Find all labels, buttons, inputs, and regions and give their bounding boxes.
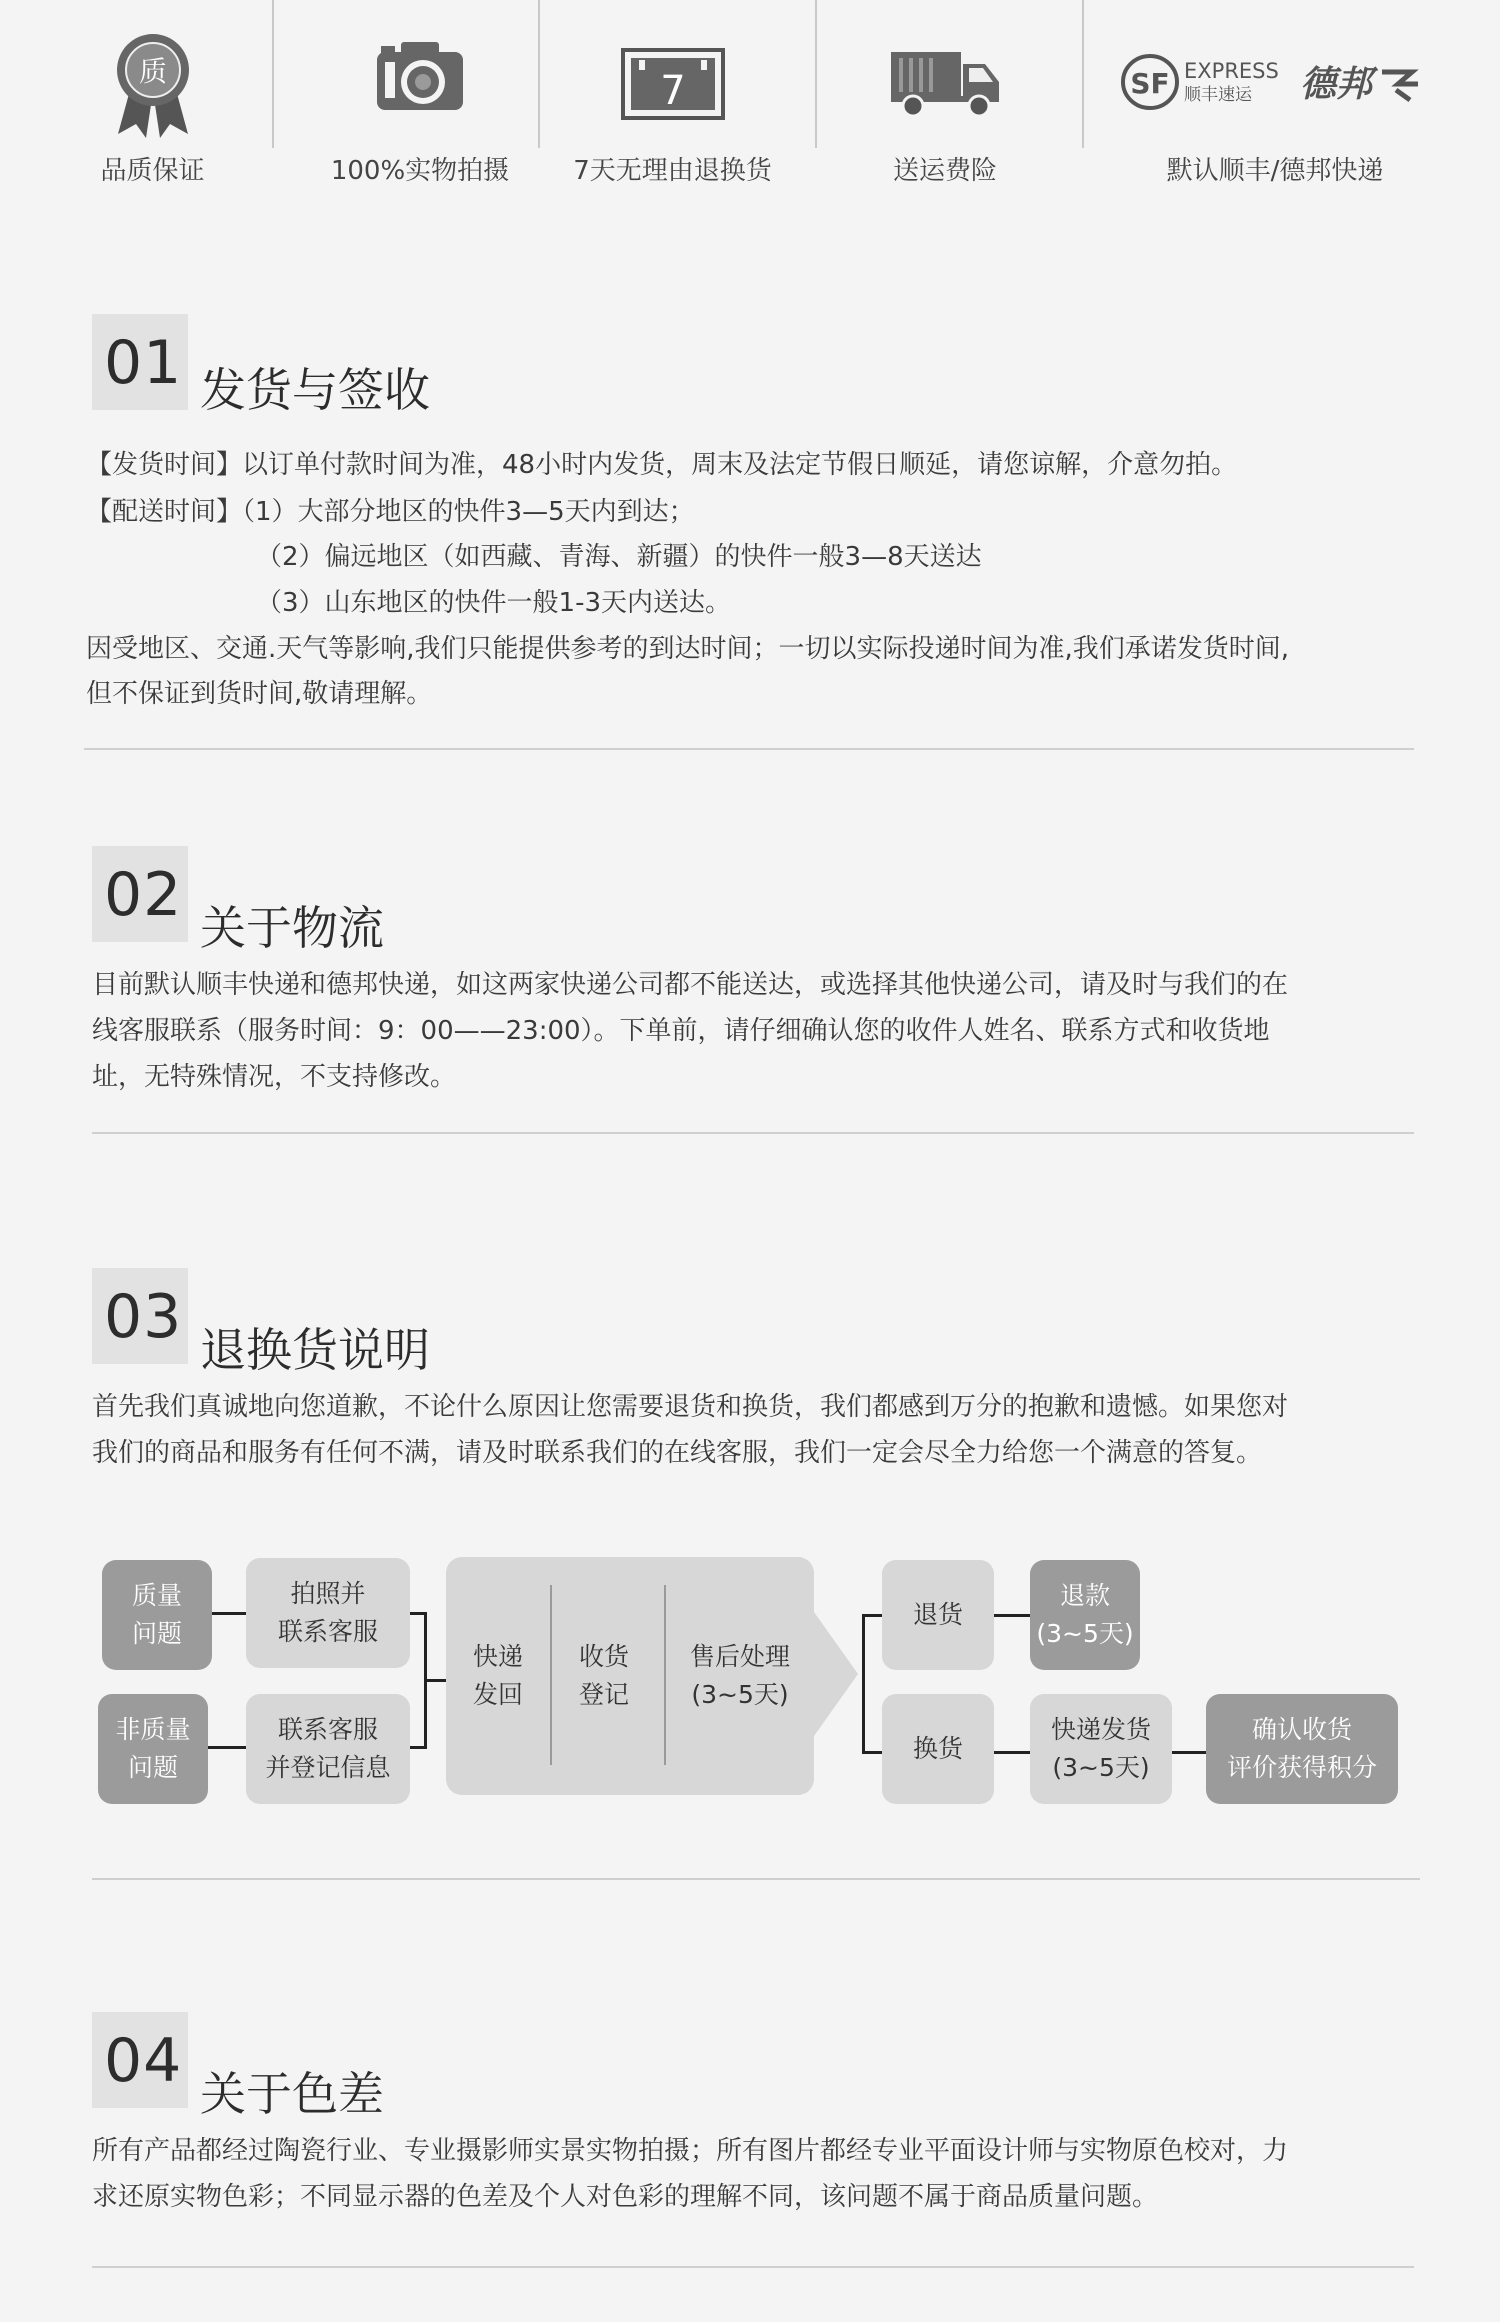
flow-confirm-receipt: 确认收货 评价获得积分 xyxy=(1206,1694,1398,1804)
divider xyxy=(1082,0,1084,148)
section-number: 02 xyxy=(104,860,183,930)
service-return xyxy=(550,0,795,200)
section-number: 01 xyxy=(104,328,183,398)
service-quality xyxy=(60,0,245,200)
section-number-box xyxy=(92,1268,188,1364)
section-number: 03 xyxy=(104,1282,183,1352)
flow-non-quality-issue: 非质量 问题 xyxy=(98,1694,208,1804)
service-label: 7天无理由退换货 xyxy=(573,156,772,186)
text-line: 但不保证到货时间,敬请理解。 xyxy=(86,679,433,709)
service-courier xyxy=(1110,0,1440,200)
section-title: 退换货说明 xyxy=(200,1323,430,1377)
divider xyxy=(272,0,274,148)
text-line: 求还原实物色彩；不同显示器的色差及个人对色彩的理解不同，该问题不属于商品质量问题。 xyxy=(92,2182,1159,2212)
flow-refund: 退款 (3~5天) xyxy=(1030,1560,1140,1670)
connector xyxy=(1172,1751,1206,1754)
service-strip xyxy=(0,0,1500,200)
text-line: 我们的商品和服务有任何不满，请及时联系我们的在线客服，我们一定会尽全力给您一个满意的答复。 xyxy=(92,1438,1263,1468)
text-line: 【配送时间】（1）大部分地区的快件3—5天内到达； xyxy=(86,497,695,527)
connector xyxy=(208,1746,246,1749)
divider xyxy=(92,1878,1420,1880)
flow-express-ship: 快递发货 (3~5天) xyxy=(1030,1694,1172,1804)
flow-photo-contact: 拍照并 联系客服 xyxy=(246,1558,410,1668)
text-line: 址，无特殊情况，不支持修改。 xyxy=(92,1062,457,1092)
connector xyxy=(862,1751,882,1754)
text-line: （2）偏远地区（如西藏、青海、新疆）的快件一般3—8天送达 xyxy=(256,542,982,572)
connector xyxy=(862,1614,865,1754)
connector xyxy=(424,1679,446,1682)
text-line: 【发货时间】以订单付款时间为准，48小时内发货，周末及法定节假日顺延，请您谅解，介意勿拍。 xyxy=(86,450,1238,480)
connector xyxy=(994,1614,1030,1617)
quality-medal-icon xyxy=(108,30,198,144)
divider xyxy=(92,1132,1414,1134)
connector xyxy=(212,1612,246,1615)
service-insurance xyxy=(830,0,1060,200)
text-line: （3）山东地区的快件一般1-3天内送达。 xyxy=(256,588,732,618)
section-title: 发货与签收 xyxy=(200,363,430,417)
svg-text:顺丰速运: 顺丰速运 xyxy=(1184,85,1252,105)
delivery-truck-icon xyxy=(889,50,1001,122)
text-line: 首先我们真诚地向您道歉，不论什么原因让您需要退货和换货，我们都感到万分的抱歉和遗憾。如果您对 xyxy=(92,1392,1289,1422)
section-number-box xyxy=(92,2012,188,2108)
text-line: 线客服联系（服务时间：9：00——23:00）。下单前，请仔细确认您的收件人姓名、联系方式和收货地 xyxy=(92,1016,1270,1046)
svg-text:德邦: 德邦 xyxy=(1300,64,1373,105)
flow-receive-register: 收货 登记 xyxy=(578,1642,629,1709)
sf-deppon-logo-icon xyxy=(1120,50,1430,116)
connector xyxy=(994,1751,1030,1754)
flow-quality-issue: 质量 问题 xyxy=(102,1560,212,1670)
section-title: 关于色差 xyxy=(200,2067,384,2121)
flow-express-return: 快递 发回 xyxy=(472,1642,523,1709)
flow-return-goods: 退货 xyxy=(882,1560,994,1670)
svg-text:质: 质 xyxy=(138,55,167,88)
section-number-box xyxy=(92,314,188,410)
flow-contact-register: 联系客服 并登记信息 xyxy=(246,1694,410,1804)
connector xyxy=(862,1614,882,1617)
svg-text:EXPRESS: EXPRESS xyxy=(1184,59,1279,83)
divider xyxy=(815,0,817,148)
divider xyxy=(92,2266,1414,2268)
service-label: 品质保证 xyxy=(100,156,205,186)
service-label: 100%实物拍摄 xyxy=(330,156,510,186)
svg-text:SF: SF xyxy=(1130,67,1170,100)
flow-exchange-goods: 换货 xyxy=(882,1694,994,1804)
text-line: 所有产品都经过陶瓷行业、专业摄影师实景实物拍摄；所有图片都经专业平面设计师与实物原色校对，力 xyxy=(92,2136,1289,2166)
divider xyxy=(84,748,1414,750)
flow-arrow-icon xyxy=(814,1612,858,1736)
divider xyxy=(538,0,540,148)
service-label: 默认顺丰/德邦快递 xyxy=(1166,156,1384,186)
section-number-box xyxy=(92,846,188,942)
flow-after-sales: 售后处理 (3~5天) xyxy=(689,1642,790,1709)
section-number: 04 xyxy=(104,2026,183,2096)
text-line: 因受地区、交通.天气等影响,我们只能提供参考的到达时间；一切以实际投递时间为准,我们承诺发货时间, xyxy=(86,634,1290,664)
svg-text:7: 7 xyxy=(659,68,686,114)
service-photo xyxy=(300,0,540,200)
calendar-7-icon xyxy=(621,48,725,124)
text-line: 目前默认顺丰快递和德邦快递，如这两家快递公司都不能送达，或选择其他快递公司，请及时与我们的在 xyxy=(92,970,1289,1000)
section-title: 关于物流 xyxy=(200,901,384,955)
camera-icon xyxy=(373,38,467,118)
flow-processing-box xyxy=(446,1557,814,1795)
service-label: 送运费险 xyxy=(892,156,997,186)
